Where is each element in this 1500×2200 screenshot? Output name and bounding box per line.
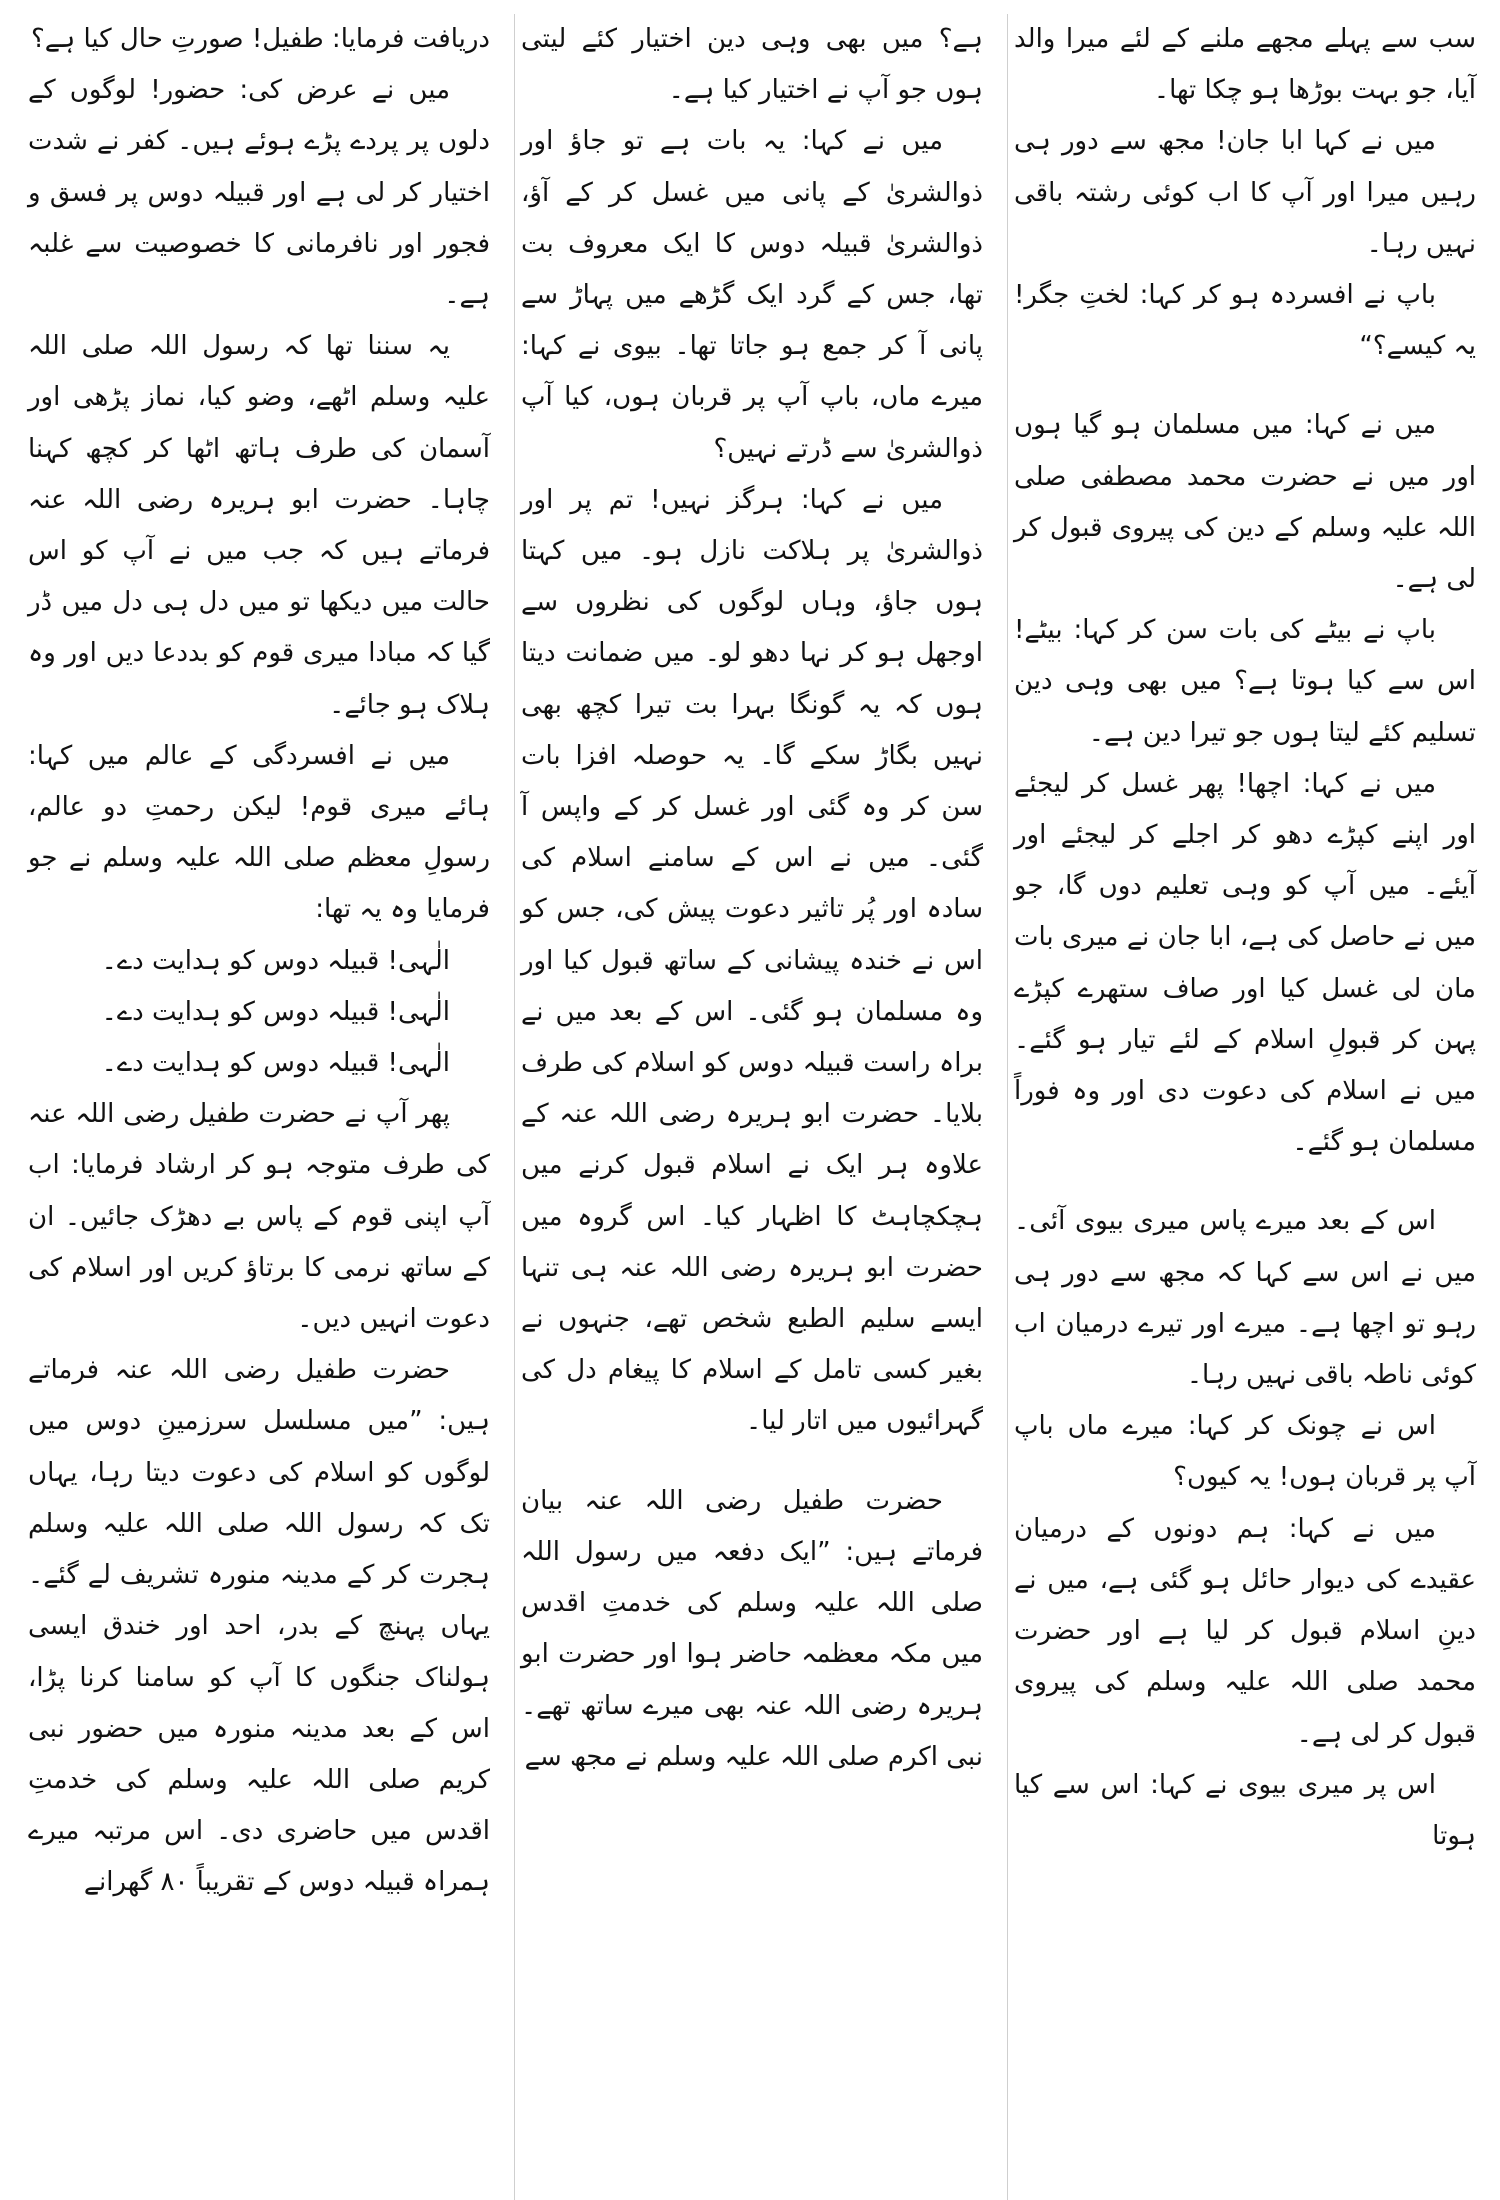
paragraph: حضرت طفیل رضی اللہ عنہ بیان فرماتے ہیں: ”ایک دفعہ میں رسول اللہ صلی اللہ علیہ وسلم کی خدمتِ اقدس میں مکہ معظمہ حاضر ہوا اور حضرت ابو ہریرہ رضی اللہ عنہ بھی میرے ساتھ تھے۔ نبی اکرم صلی اللہ علیہ وسلم نے مجھ سے — [521, 1485, 983, 1772]
paragraph: میں نے کہا: اچھا! پھر غسل کر لیجئے اور اپنے کپڑے دھو کر اجلے کر لیجئے اور آیئے۔ میں آپ کو وہی تعلیم دوں گا، جو میں نے حاصل کی ہے، ابا جان نے میری بات مان لی غسل کیا اور صاف ستھرے کپڑے پہن کر قبولِ اسلام کے لئے تیار ہو گئے۔ میں نے اسلام کی دعوت دی اور وہ فوراً مسلمان ہو گئے۔ — [1014, 768, 1476, 1158]
paragraph: میں نے کہا: میں مسلمان ہو گیا ہوں اور میں نے حضرت محمد مصطفی صلی اللہ علیہ وسلم کے دین کی پیروی قبول کر لی ہے۔ — [1014, 410, 1476, 595]
paragraph: میں نے کہا: یہ بات ہے تو جاؤ اور ذوالشریٰ کے پانی میں غسل کر کے آؤ، ذوالشریٰ قبیلہ دوس کا ایک معروف بت تھا، جس کے گرد ایک گڑھے میں پہاڑ سے پانی آ کر جمع ہو جاتا تھا۔ بیوی نے کہا: میرے ماں، باپ آپ پر قربان ہوں، کیا آپ ذوالشریٰ سے ڈرتے نہیں؟ — [521, 126, 983, 464]
column-middle — [514, 14, 989, 2200]
paragraph: اس کے بعد میرے پاس میری بیوی آئی۔ میں نے اس سے کہا کہ مجھ سے دور ہی رہو تو اچھا ہے۔ میرے اور تیرے درمیان اب کوئی ناطہ باقی نہیں رہا۔ — [1014, 1206, 1476, 1391]
paragraph: باپ نے افسردہ ہو کر کہا: لختِ جگر! یہ کیسے؟“ — [1014, 280, 1476, 362]
paragraph: یہ سننا تھا کہ رسول اللہ صلی اللہ علیہ وسلم اٹھے، وضو کیا، نماز پڑھی اور آسمان کی طرف ہاتھ اٹھا کر کچھ کہنا چاہا۔ حضرت ابو ہریرہ رضی اللہ عنہ فرماتے ہیں کہ جب میں نے آپ کو اس حالت میں دیکھا تو میں دل ہی دل میں ڈر گیا کہ مبادا میری قوم کو بددعا دیں اور وہ ہلاک ہو جائے۔ — [28, 331, 490, 720]
paragraph: میں نے کہا: ہم دونوں کے درمیان عقیدے کی دیوار حائل ہو گئی ہے، میں نے دینِ اسلام قبول کر لیا ہے اور حضرت محمد صلی اللہ علیہ وسلم کی پیروی قبول کر لی ہے۔ — [1014, 1513, 1476, 1749]
paragraph: اس پر میری بیوی نے کہا: اس سے کیا ہوتا — [1014, 1769, 1476, 1851]
paragraph: اس نے چونک کر کہا: میرے ماں باپ آپ پر قربان ہوں! یہ کیوں؟ — [1014, 1411, 1476, 1493]
paragraph: میں نے عرض کی: حضور! لوگوں کے دلوں پر پردے پڑے ہوئے ہیں۔ کفر نے شدت اختیار کر لی ہے اور قبیلہ دوس پر فسق و فجور اور نافرمانی کا خصوصیت سے غلبہ ہے۔ — [28, 75, 490, 311]
paragraph: پھر آپ نے حضرت طفیل رضی اللہ عنہ کی طرف متوجہ ہو کر ارشاد فرمایا: اب آپ اپنی قوم کے پاس بے دھڑک جائیں۔ ان کے ساتھ نرمی کا برتاؤ کریں اور اسلام کی دعوت انہیں دیں۔ — [28, 1099, 490, 1335]
paragraph: باپ نے بیٹے کی بات سن کر کہا: بیٹے! اس سے کیا ہوتا ہے؟ میں بھی وہی دین تسلیم کئے لیتا ہوں جو تیرا دین ہے۔ — [1014, 615, 1476, 748]
prayer-line: الٰہی! قبیلہ دوس کو ہدایت دے۔ — [101, 996, 450, 1027]
paragraph: ہے؟ میں بھی وہی دین اختیار کئے لیتی ہوں جو آپ نے اختیار کیا ہے۔ — [521, 24, 983, 106]
paragraph: میں نے افسردگی کے عالم میں کہا: ہائے میری قوم! لیکن رحمتِ دو عالم، رسولِ معظم صلی اللہ علیہ وسلم نے جو فرمایا وہ یہ تھا: — [28, 740, 490, 925]
column-right — [1007, 14, 1482, 2200]
paragraph: میں نے کہا: ہرگز نہیں! تم پر اور ذوالشریٰ پر ہلاکت نازل ہو۔ میں کہتا ہوں جاؤ، وہاں لوگوں کی نظروں سے اوجھل ہو کر نہا دھو لو۔ میں ضمانت دیتا ہوں کہ یہ گونگا بہرا بت تیرا کچھ بھی نہیں بگاڑ سکے گا۔ یہ حوصلہ افزا بات سن کر وہ گئی اور غسل کر کے واپس آ گئی۔ میں نے اس کے سامنے اسلام کی سادہ اور پُر تاثیر دعوت پیش کی، جس کو اس نے خندہ پیشانی کے ساتھ قبول کیا اور وہ مسلمان ہو گئی۔ اس کے بعد میں نے براہ راست قبیلہ دوس کو اسلام کی طرف بلایا۔ حضرت ابو ہریرہ رضی اللہ عنہ کے علاوہ ہر ایک نے اسلام قبول کرنے میں ہچکچاہٹ کا اظہار کیا۔ اس گروہ میں حضرت ابو ہریرہ رضی اللہ عنہ ہی تنہا ایسے سلیم الطبع شخص تھے، جنہوں نے بغیر کسی تامل کے اسلام کا پیغام دل کی گہرائیوں میں اتار لیا۔ — [521, 484, 983, 1437]
paragraph: دریافت فرمایا: طفیل! صورتِ حال کیا ہے؟ — [30, 24, 490, 54]
paragraph: سب سے پہلے مجھے ملنے کے لئے میرا والد آیا، جو بہت بوڑھا ہو چکا تھا۔ — [1014, 24, 1476, 106]
paragraph: میں نے کہا ابا جان! مجھ سے دور ہی رہیں میرا اور آپ کا اب کوئی رشتہ باقی نہیں رہا۔ — [1014, 126, 1476, 259]
paragraph: حضرت طفیل رضی اللہ عنہ فرماتے ہیں: ”میں مسلسل سرزمینِ دوس میں لوگوں کو اسلام کی دعوت دیتا رہا، یہاں تک کہ رسول اللہ صلی اللہ علیہ وسلم ہجرت کر کے مدینہ منورہ تشریف لے گئے۔ یہاں پہنچ کے بدر، احد اور خندق ایسی ہولناک جنگوں کا آپ کو سامنا کرنا پڑا، اس کے بعد مدینہ منورہ میں حضور نبی کریم صلی اللہ علیہ وسلم کی خدمتِ اقدس میں حاضری دی۔ اس مرتبہ میرے ہمراہ قبیلہ دوس کے تقریباً ۸۰ گھرانے — [28, 1355, 490, 1898]
prayer-line: الٰہی! قبیلہ دوس کو ہدایت دے۔ — [101, 945, 450, 976]
column-left — [22, 14, 496, 2200]
prayer-line: الٰہی! قبیلہ دوس کو ہدایت دے۔ — [101, 1048, 450, 1079]
